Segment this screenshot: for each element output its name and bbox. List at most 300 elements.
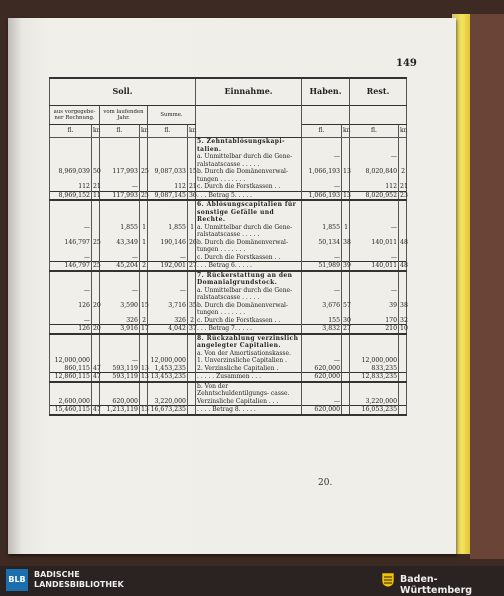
ledger-row: [50, 334, 407, 350]
ledger-cell: 620,000: [302, 406, 342, 415]
ledger-cell: [50, 200, 92, 224]
ledger-cell: [92, 382, 100, 398]
ledger-cell: 620,000: [100, 398, 140, 406]
ledger-cell: 1: [140, 239, 148, 254]
ledger-cell: [92, 138, 100, 154]
unit-kr: kr.: [140, 125, 148, 138]
ledger-description: . . . Betrag 5. . . . .: [196, 191, 302, 200]
blb-logo-text[interactable]: [34, 570, 124, 590]
ledger-cell: [92, 350, 100, 358]
ledger-cell: 140,011: [350, 239, 399, 254]
unit-fl: fl.: [100, 125, 140, 138]
ledger-cell: —: [350, 224, 399, 239]
ledger-cell: [350, 350, 399, 358]
ledger-description: 7. Rückerstattung an den Domanialgrundstock.: [196, 271, 302, 287]
ledger-cell: [188, 254, 196, 262]
ledger-cell: [399, 271, 407, 287]
ledger-cell: 4,042: [148, 325, 188, 334]
ledger-cell: 20: [92, 302, 100, 317]
ledger-cell: [302, 138, 342, 154]
unit-fl: fl.: [302, 125, 342, 138]
ledger-description: a. Von der Amortisationskasse.: [196, 350, 302, 358]
ledger-cell: 21: [93, 183, 101, 190]
ledger-cell: 35: [188, 302, 196, 317]
unit-kr: kr.: [92, 125, 100, 138]
ledger-cell: 593,119: [100, 365, 140, 373]
ledger-description: b. Durch die Domänenverwal- tungen . . . . . . .: [196, 302, 302, 317]
ledger-cell: 112: [350, 183, 399, 191]
ledger-description: 5. Zehntablösungskapi- talien.: [196, 138, 302, 154]
ledger-description: 8. Rückzahlung verzinslich angelegter Capitalien.: [196, 334, 302, 350]
ledger-cell: —: [350, 254, 399, 262]
ledger-row: [50, 365, 407, 373]
ledger-cell: 23: [400, 191, 408, 199]
ledger-cell: 16,053,235: [350, 406, 399, 415]
ledger-cell: [342, 138, 350, 154]
ledger-cell: 8,020,840: [350, 168, 399, 183]
ledger-cell: [188, 287, 196, 302]
ledger-row: [50, 287, 407, 302]
ledger-description: c. Durch die Forstkassen . .: [196, 254, 302, 262]
ledger-cell: [50, 334, 92, 350]
ledger-cell: 15: [188, 168, 196, 183]
ledger-cell: —: [302, 287, 342, 302]
ledger-cell: [399, 373, 407, 382]
ledger-row: [50, 271, 407, 287]
ledger-row: [50, 317, 407, 325]
ledger-cell: 8,969,152: [50, 191, 92, 200]
ledger-row: [50, 406, 407, 415]
ledger-cell: [50, 382, 92, 398]
ledger-cell: [342, 334, 350, 350]
ledger-cell: 1,855: [148, 224, 188, 239]
ledger-cell: [148, 382, 188, 398]
ledger-cell: 15: [140, 302, 148, 317]
ledger-cell: 3,832: [302, 325, 342, 334]
ledger-cell: 25: [93, 262, 101, 269]
ledger-row: [50, 302, 407, 317]
ledger-cell: 2,600,000: [50, 398, 92, 406]
ledger-cell: 48: [400, 262, 408, 269]
ledger-cell: [342, 271, 350, 287]
ledger-cell: —: [302, 254, 342, 262]
ledger-cell: [100, 200, 140, 224]
ledger-cell: 20: [93, 325, 101, 332]
ledger-description: 2. Verzinsliche Capitalien .: [196, 365, 302, 373]
ledger-cell: [342, 350, 350, 358]
ledger-cell: [140, 271, 148, 287]
ledger-cell: [342, 357, 350, 365]
ledger-cell: 48: [399, 239, 407, 254]
ledger-cell: [140, 254, 148, 262]
header-einnahme: Einnahme.: [196, 78, 302, 106]
ledger-cell: 13: [342, 168, 350, 183]
ledger-cell: 39: [343, 262, 351, 269]
ledger-cell: —: [100, 287, 140, 302]
ledger-cell: [342, 365, 350, 373]
ledger-description: c. Durch die Forstkassen . .: [196, 317, 302, 325]
ledger-cell: 15,460,115: [50, 406, 92, 415]
ledger-cell: —: [100, 357, 140, 365]
header-row: [50, 78, 407, 106]
ledger-cell: [100, 271, 140, 287]
ledger-cell: 25: [92, 239, 100, 254]
ledger-body: [50, 138, 407, 415]
ledger-description: 6. Ablösungscapitalien für sonstige Gefälle und Rechte.: [196, 200, 302, 224]
ledger-cell: 210: [350, 325, 399, 334]
ledger-cell: [188, 406, 196, 415]
ledger-cell: 13: [343, 191, 351, 199]
ledger-cell: 112: [50, 183, 92, 191]
unit-fl: fl.: [50, 125, 92, 138]
ledger-cell: [399, 153, 407, 168]
ledger-cell: 47: [93, 364, 101, 372]
ledger-cell: 26: [188, 239, 196, 254]
ledger-cell: 47: [93, 373, 101, 380]
ledger-cell: [50, 138, 92, 154]
ledger-cell: 13: [141, 364, 149, 372]
ledger-cell: [188, 271, 196, 287]
ledger-row: [50, 357, 407, 365]
ledger-cell: 170: [350, 317, 399, 325]
subheader-aus-vorjahren: aus vorgegebe- ner Rechnung.: [50, 106, 100, 125]
header-soll: Soll.: [50, 78, 196, 106]
ledger-cell: 3,220,000: [148, 398, 188, 406]
ledger-cell: 1,066,193: [302, 168, 342, 183]
unit-kr: kr.: [188, 125, 196, 138]
ledger-cell: [92, 271, 100, 287]
ledger-cell: 3,716: [148, 302, 188, 317]
ledger-cell: [140, 398, 148, 406]
ledger-cell: —: [50, 287, 92, 302]
header-rest: Rest.: [350, 78, 407, 106]
ledger-cell: 126: [50, 302, 92, 317]
ledger-cell: [100, 138, 140, 154]
ledger-cell: —: [148, 287, 188, 302]
bw-logo-text[interactable]: Baden-Württemberg: [400, 574, 473, 596]
ledger-description: a. Unmittelbar durch die Gene- ralstaatscasse . . . . .: [196, 287, 302, 302]
ledger-cell: [92, 254, 100, 262]
ledger-description: b. Durch die Domänenverwal- tungen . . . . . . .: [196, 168, 302, 183]
ledger-cell: [140, 287, 148, 302]
ledger-cell: 146,797: [50, 239, 92, 254]
ledger-cell: 3,676: [302, 302, 342, 317]
ledger-cell: 833,235: [350, 365, 399, 373]
ledger-cell: 47: [93, 406, 101, 413]
ledger-cell: [188, 334, 196, 350]
unit-kr: kr.: [399, 125, 407, 138]
ledger-cell: [148, 200, 188, 224]
ledger-cell: [188, 398, 196, 406]
ledger-cell: 140,011: [350, 262, 399, 271]
ledger-cell: [399, 254, 407, 262]
ledger-cell: —: [302, 398, 342, 406]
ledger-row: [50, 262, 407, 271]
subheader-summe: Summe.: [148, 106, 196, 125]
ledger-cell: —: [50, 224, 92, 239]
ledger-cell: [399, 365, 407, 373]
ledger-cell: [50, 153, 92, 168]
ledger-cell: [350, 138, 399, 154]
ledger-description: Verzinsliche Capitalien . . .: [196, 398, 302, 406]
ledger-cell: [302, 200, 342, 224]
ledger-cell: 1,213,119: [100, 406, 140, 415]
ledger-cell: 620,000: [302, 365, 342, 373]
ledger-cell: [188, 365, 196, 373]
ledger-cell: [100, 153, 140, 168]
ledger-cell: 12,000,000: [350, 357, 399, 365]
ledger-cell: 17: [141, 325, 149, 332]
ledger-cell: 10: [400, 325, 408, 332]
ledger-cell: 12,000,000: [148, 357, 188, 365]
ledger-cell: 112: [148, 183, 188, 191]
ledger-cell: [342, 153, 350, 168]
ledger-description: a. Unmittelbar durch die Gene- ralstaatscasse . . . . .: [196, 153, 302, 168]
ledger-description: . . . . Betrag 8. . . . .: [196, 406, 302, 415]
ledger-cell: 593,119: [100, 373, 140, 382]
ledger-cell: 38: [342, 239, 350, 254]
ledger-cell: [302, 382, 342, 398]
ledger-row: [50, 153, 407, 168]
ledger-cell: 326: [100, 317, 140, 325]
ledger-cell: [399, 382, 407, 398]
ledger-row: [50, 398, 407, 406]
ledger-cell: 50: [92, 168, 100, 183]
ledger-cell: 13,453,235: [148, 373, 188, 382]
ledger-cell: [140, 334, 148, 350]
ledger-cell: —: [148, 254, 188, 262]
ledger-cell: [342, 200, 350, 224]
ledger-cell: 1,855: [100, 224, 140, 239]
ledger-cell: —: [302, 183, 342, 191]
ledger-cell: 32: [400, 316, 408, 324]
ledger-cell: 36: [189, 191, 197, 199]
page-number: 149: [396, 58, 417, 69]
ledger-cell: 1: [140, 224, 148, 239]
ledger-cell: 30: [343, 316, 351, 324]
ledger-row: [50, 183, 407, 191]
ledger-cell: [350, 334, 399, 350]
ledger-cell: [399, 350, 407, 358]
ledger-cell: 190,146: [148, 239, 188, 254]
ledger-cell: [350, 200, 399, 224]
ledger-cell: 25: [141, 191, 149, 199]
ledger-cell: 12,000,000: [50, 357, 92, 365]
ledger-cell: [342, 254, 350, 262]
ledger-table: [49, 77, 407, 416]
ledger-cell: [342, 373, 350, 382]
ledger-cell: 16,673,235: [148, 406, 188, 415]
ledger-cell: 37: [189, 325, 197, 332]
ledger-description: . . . Betrag 7. . . . .: [196, 325, 302, 334]
ledger-cell: [148, 138, 188, 154]
ledger-cell: [140, 357, 148, 365]
ledger-cell: [342, 183, 350, 191]
ledger-cell: [92, 317, 100, 325]
ledger-cell: [350, 382, 399, 398]
ledger-cell: [100, 382, 140, 398]
ledger-cell: [92, 334, 100, 350]
ledger-cell: [140, 382, 148, 398]
blb-line-2: LANDESBIBLIOTHEK: [34, 580, 124, 589]
ledger-cell: [100, 334, 140, 350]
ledger-cell: 27: [343, 325, 351, 332]
ledger-description: b. Von der Zehntschuldentilgungs- casse.: [196, 382, 302, 398]
ledger-cell: 39: [350, 302, 399, 317]
ledger-cell: —: [50, 254, 92, 262]
ledger-row: [50, 382, 407, 398]
ledger-cell: [188, 200, 196, 224]
ledger-row: [50, 224, 407, 239]
ledger-cell: 126: [50, 325, 92, 334]
ledger-cell: [148, 271, 188, 287]
ledger-cell: [188, 153, 196, 168]
ledger-cell: 51,989: [302, 262, 342, 271]
blb-logo-badge[interactable]: BLB: [6, 569, 28, 591]
ledger-cell: 43,349: [100, 239, 140, 254]
ledger-row: [50, 191, 407, 200]
ledger-cell: 11: [93, 191, 101, 199]
ledger-cell: [148, 334, 188, 350]
ledger-cell: 50,134: [302, 239, 342, 254]
ledger-cell: [140, 153, 148, 168]
ledger-cell: 1,453,235: [148, 365, 188, 373]
ledger-row: [50, 200, 407, 224]
ledger-description: c. Durch die Forstkassen . .: [196, 183, 302, 191]
ledger-description: b. Durch die Domänenverwal- tungen . . . . . . .: [196, 239, 302, 254]
ledger-cell: —: [350, 287, 399, 302]
header-haben: Haben.: [302, 78, 350, 106]
ledger-row: [50, 239, 407, 254]
unit-fl: fl.: [350, 125, 399, 138]
book-cover-spine: [470, 14, 504, 559]
footer-page-number: 20.: [318, 478, 333, 488]
ledger-cell: [92, 224, 100, 239]
ledger-cell: [92, 398, 100, 406]
ledger-cell: 9,087,145: [148, 191, 188, 200]
ledger-row: [50, 373, 407, 382]
ledger-cell: 9,087,033: [148, 168, 188, 183]
ledger-cell: 2: [188, 317, 196, 325]
ledger-cell: 57: [342, 302, 350, 317]
ledger-cell: 3,220,000: [350, 398, 399, 406]
ledger-cell: [140, 183, 148, 191]
ledger-cell: [100, 350, 140, 358]
ledger-cell: —: [302, 357, 342, 365]
ledger-cell: [92, 153, 100, 168]
ledger-cell: 12,833,235: [350, 373, 399, 382]
ledger-cell: [399, 287, 407, 302]
ledger-row: [50, 325, 407, 334]
unit-fl: fl.: [148, 125, 188, 138]
ledger-cell: 2: [140, 317, 148, 325]
ledger-cell: 13: [141, 373, 149, 380]
ledger-cell: —: [50, 317, 92, 325]
bw-coat-of-arms-icon[interactable]: [381, 572, 395, 588]
ledger-cell: 13: [141, 406, 149, 413]
ledger-cell: 117,993: [100, 191, 140, 200]
ledger-cell: [148, 350, 188, 358]
ledger-cell: 25: [140, 168, 148, 183]
ledger-cell: [350, 271, 399, 287]
ledger-cell: 326: [148, 317, 188, 325]
subheader-row: [50, 106, 407, 125]
ledger-cell: 860,115: [50, 365, 92, 373]
ledger-row: [50, 168, 407, 183]
ledger-description: a. Unmittelbar durch die Gene- ralstaatscasse . . . . .: [196, 224, 302, 239]
ledger-description: . . . . . Zusammen . . .: [196, 373, 302, 382]
ledger-cell: 21: [189, 183, 197, 190]
ledger-cell: —: [350, 153, 399, 168]
ledger-cell: [92, 357, 100, 365]
ledger-cell: 2: [399, 168, 407, 183]
ledger-cell: —: [302, 153, 342, 168]
ledger-cell: [399, 334, 407, 350]
ledger-cell: [342, 406, 350, 415]
ledger-cell: [148, 153, 188, 168]
ledger-cell: [399, 357, 407, 365]
ledger-cell: 8,020,952: [350, 191, 399, 200]
subheader-vom-laufenden: vom laufenden Jahr.: [100, 106, 148, 125]
ledger-cell: [399, 138, 407, 154]
ledger-cell: 2: [140, 262, 148, 271]
ledger-cell: 1: [188, 224, 196, 239]
ledger-cell: 27: [189, 262, 197, 269]
ledger-cell: [399, 224, 407, 239]
ledger-cell: 38: [399, 302, 407, 317]
ledger-cell: —: [100, 183, 140, 191]
ledger-cell: [188, 373, 196, 382]
ledger-cell: 12,860,115: [50, 373, 92, 382]
ledger-cell: 146,797: [50, 262, 92, 271]
ledger-cell: [302, 271, 342, 287]
ledger-row: [50, 138, 407, 154]
ledger-row: [50, 350, 407, 358]
blb-line-1: BADISCHE: [34, 570, 80, 579]
ledger-cell: 3,916: [100, 325, 140, 334]
ledger-cell: 45,204: [100, 262, 140, 271]
ledger-cell: [188, 382, 196, 398]
ledger-description: . . . Betrag 6. . . . .: [196, 262, 302, 271]
unit-kr: kr.: [342, 125, 350, 138]
ledger-cell: [399, 398, 407, 406]
ledger-cell: 620,000: [302, 373, 342, 382]
ledger-cell: —: [100, 254, 140, 262]
ledger-cell: 192,001: [148, 262, 188, 271]
ledger-cell: 21: [400, 183, 408, 190]
ledger-cell: [50, 350, 92, 358]
ledger-description: 1. Unverzinsliche Capitalien .: [196, 357, 302, 365]
ledger-cell: [302, 334, 342, 350]
ledger-cell: [50, 271, 92, 287]
ledger-cell: [342, 287, 350, 302]
ledger-cell: [188, 350, 196, 358]
ledger-cell: [399, 200, 407, 224]
ledger-cell: 1,066,193: [302, 191, 342, 200]
ledger-cell: 117,993: [100, 168, 140, 183]
ledger-cell: 1: [342, 224, 350, 239]
ledger-row: [50, 254, 407, 262]
ledger-cell: [342, 398, 350, 406]
ledger-cell: 3,590: [100, 302, 140, 317]
ledger-cell: [188, 357, 196, 365]
ledger-cell: [342, 382, 350, 398]
ledger-cell: [140, 200, 148, 224]
ledger-cell: [399, 406, 407, 415]
ledger-cell: 155: [302, 317, 342, 325]
ledger-cell: [188, 138, 196, 154]
ledger-cell: [140, 138, 148, 154]
